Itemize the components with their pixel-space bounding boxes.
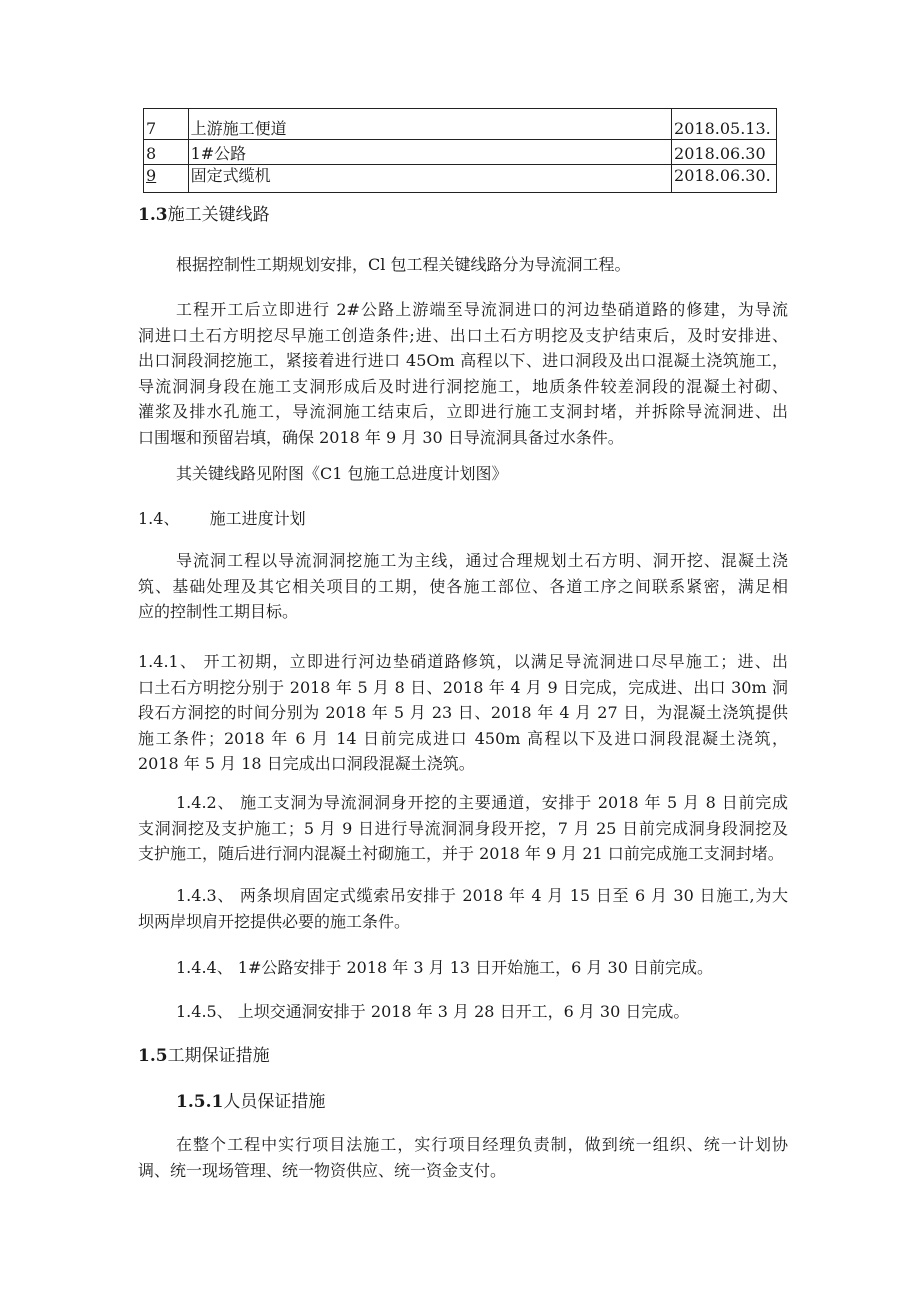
paragraph-line: 段石方洞挖的时间分别为 2018 年 5 月 23 日、2018 年 4 月 27 日，为混凝土浇筑提供 xyxy=(138,703,788,722)
paragraph-line: 根据控制性工期规划安排，Cl 包工程关键线路分为导流洞工程。 xyxy=(176,255,631,274)
paragraph-line: 工程开工后立即进行 2#公路上游端至导流洞进口的河边垫硝道路的修建，为导流 xyxy=(176,300,788,319)
paragraph xyxy=(138,297,788,450)
section-heading-1-4 xyxy=(138,509,306,529)
paragraph-1-4-5 xyxy=(138,999,788,1025)
paragraph-line: 支洞洞挖及支护施工；5 月 9 日进行导流洞洞身段开挖，7 月 25 日前完成洞身段洞挖及 xyxy=(138,818,788,838)
table-row xyxy=(144,140,777,165)
row-number: 7 xyxy=(144,109,189,140)
paragraph-line: 2018 年 5 月 18 日完成出口洞段混凝土浇筑。 xyxy=(138,754,475,773)
subsection-title: 人员保证措施 xyxy=(223,1092,326,1112)
schedule-table xyxy=(143,108,777,193)
paragraph xyxy=(138,548,788,625)
section-title: 施工关键线路 xyxy=(167,205,270,225)
paragraph-line: 洞进口土石方明挖尽早施工创造条件;进、出口土石方明挖及支护结束后，及时安排进、 xyxy=(138,325,788,345)
row-item: 1#公路 xyxy=(188,140,671,165)
row-date: 2018.06.30. xyxy=(672,165,777,193)
section-number: 1.3 xyxy=(138,205,168,225)
section-number: 1.5 xyxy=(138,1046,168,1066)
paragraph-line: 其关键线路见附图《C1 包施工总进度计划图》 xyxy=(176,464,508,483)
section-number: 1.4、 xyxy=(138,509,180,528)
paragraph xyxy=(138,1132,788,1183)
paragraph-line: 1.4.2、 施工支洞为导流洞洞身开挖的主要通道，安排于 2018 年 5 月 8 日前完成 xyxy=(176,793,788,812)
paragraph xyxy=(138,252,788,278)
paragraph-line: 出口洞段洞挖施工，紧接着进行进口 45Om 高程以下、进口洞段及出口混凝土浇筑施工， xyxy=(138,351,788,370)
row-item: 上游施工便道 xyxy=(188,109,671,140)
paragraph-line: 1.4.1、 开工初期，立即进行河边垫硝道路修筑，以满足导流洞进口尽早施工；进、出 xyxy=(138,652,788,671)
row-date: 2018.05.13. xyxy=(672,109,777,140)
paragraph-line: 应的控制性工期目标。 xyxy=(138,602,299,621)
paragraph-line: 调、统一现场管理、统一物资供应、统一资金支付。 xyxy=(138,1160,507,1180)
paragraph-line: 支护施工，随后进行洞内混凝土衬砌施工，并于 2018 年 9 月 21 口前完成施工支洞封堵。 xyxy=(138,844,784,863)
paragraph xyxy=(138,461,788,487)
subsection-heading-1-5-1 xyxy=(176,1092,325,1112)
paragraph-1-4-3 xyxy=(138,883,788,934)
section-heading-1-5 xyxy=(138,1046,270,1066)
paragraph-line: 导流洞工程以导流洞洞挖施工为主线，通过合理规划土石方明、洞开挖、混凝土浇 xyxy=(176,551,788,570)
paragraph-line: 口围堰和预留岩填，确保 2018 年 9 月 30 日导流洞具备过水条件。 xyxy=(138,427,624,447)
section-heading-1-3 xyxy=(138,205,270,225)
table-row xyxy=(144,109,777,140)
paragraph-line: 口土石方明挖分别于 2018 年 5 月 8 日、2018 年 4 月 9 日完成，完成进、出口 30m 洞 xyxy=(138,677,788,697)
paragraph-line: 1.4.4、 1#公路安排于 2018 年 3 月 13 日开始施工，6 月 30 日前完成。 xyxy=(176,958,713,977)
paragraph-line: 施工条件；2018 年 6 月 14 日前完成进口 450m 高程以下及进口洞段混凝土浇筑， xyxy=(138,728,788,748)
paragraph-1-4-2 xyxy=(138,790,788,867)
paragraph-line: 1.4.3、 两条坝肩固定式缆索吊安排于 2018 年 4 月 15 日至 6 月 30 日施工,为大 xyxy=(176,886,788,905)
paragraph-1-4-1 xyxy=(138,649,788,777)
row-number: 8 xyxy=(144,140,189,165)
section-title: 施工进度计划 xyxy=(209,509,306,528)
paragraph-line: 坝两岸坝肩开挖提供必要的施工条件。 xyxy=(138,911,411,931)
row-item: 固定式缆机 xyxy=(188,165,671,193)
subsection-number: 1.5.1 xyxy=(176,1092,224,1112)
section-title: 工期保证措施 xyxy=(167,1046,270,1066)
row-date: 2018.06.30 xyxy=(672,140,777,165)
paragraph-line: 灌浆及排水孔施工，导流洞施工结束后，立即进行施工支洞封堵，并拆除导流洞进、出 xyxy=(138,402,788,421)
table-row xyxy=(144,165,777,193)
paragraph-line: 导流洞洞身段在施工支洞形成后及时进行洞挖施工，地质条件较差洞段的混凝土衬砌、 xyxy=(138,376,788,396)
paragraph-line: 筑、基础处理及其它相关项目的工期，使各施工部位、各道工序之间联系紧密，满足相 xyxy=(138,576,788,596)
paragraph-line: 1.4.5、 上坝交通洞安排于 2018 年 3 月 28 日开工，6 月 30 日完成。 xyxy=(176,1002,690,1021)
paragraph-line: 在整个工程中实行项目法施工，实行项目经理负责制，做到统一组织、统一计划协 xyxy=(176,1135,788,1154)
paragraph-1-4-4 xyxy=(138,955,788,981)
row-number: 9 xyxy=(144,165,189,193)
